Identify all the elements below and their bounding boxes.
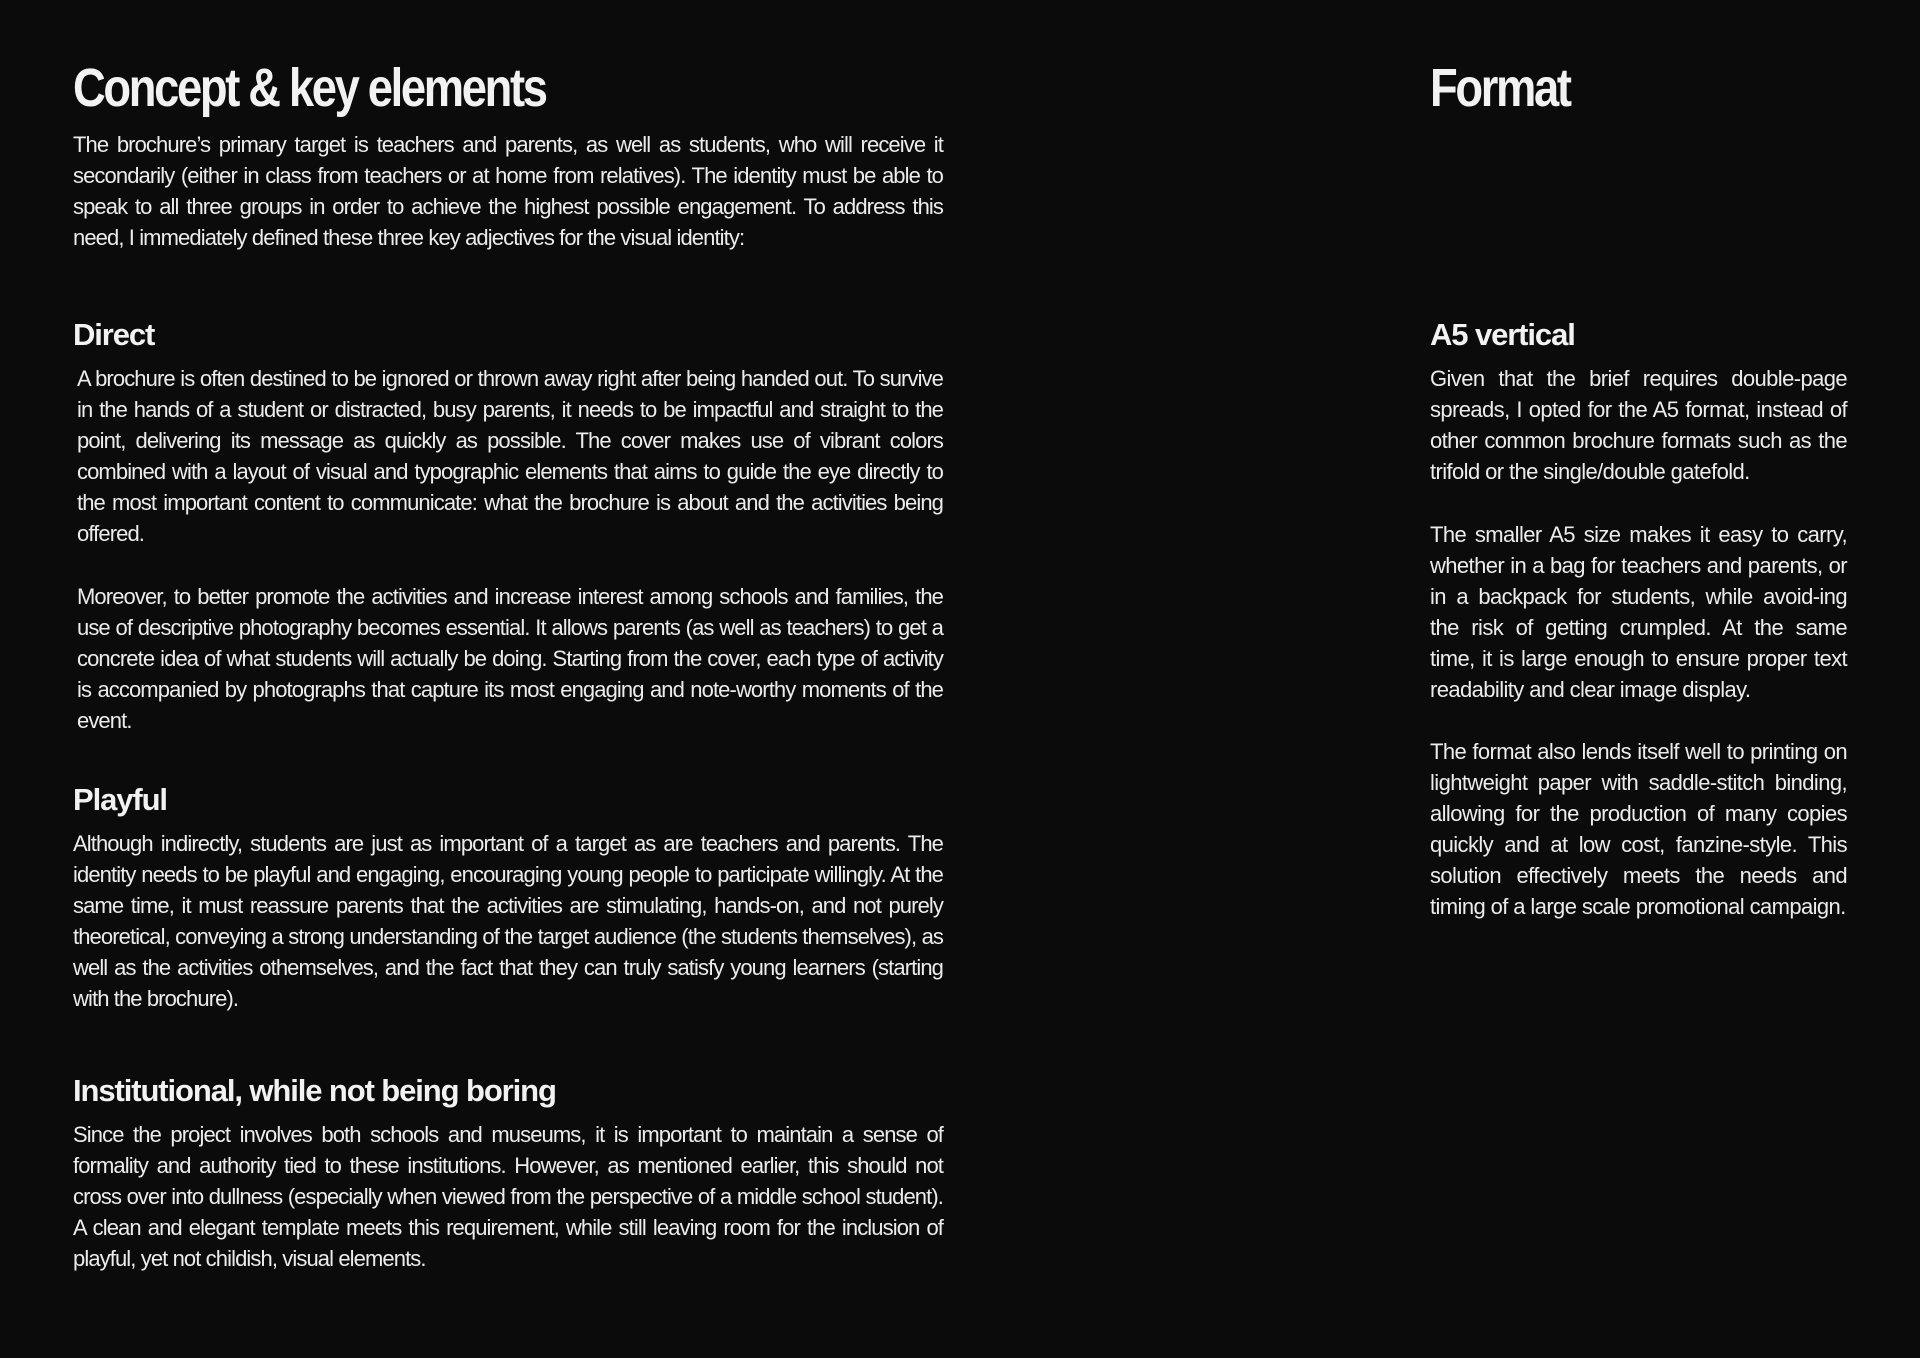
concept-title: Concept & key elements (73, 58, 546, 118)
direct-paragraph-1: A brochure is often destined to be ignored or thrown away right after being handed out. To survive in the hands of a student or distracted, busy parents, it needs to be impactful and straight to the point, delivering its message as quickly as possible. The cover makes use of vibrant colors combined with a layout of visual and typographic elements that aims to guide the eye directly to the most important content to communicate: what the brochure is about and the activities being offered. (77, 366, 943, 546)
a5-vertical-heading: A5 vertical (1430, 317, 1575, 352)
a5-paragraph-3: The format also lends itself well to printing on lightweight paper with saddle-stitch binding, allowing for the production of many copies quickly and at low cost, fanzine-style. This solution effectively meets the needs and timing of a large scale promotional campaign. (1430, 739, 1847, 919)
a5-paragraph-1: Given that the brief requires double-page spreads, I opted for the A5 format, instead of other common brochure formats such as the trifold or the single/double gatefold. (1430, 366, 1847, 484)
a5-paragraph-2: The smaller A5 size makes it easy to carry, whether in a bag for teachers and parents, or in a backpack for students, while avoid-ing the risk of getting crumpled. At the same time, it is large enough to ensure proper text readability and clear image display. (1430, 522, 1847, 702)
direct-heading: Direct (73, 317, 155, 352)
direct-paragraph-2: Moreover, to better promote the activities and increase interest among schools and families, the use of descriptive photography becomes essential. It allows parents (as well as teachers) to get a concrete idea of what students will actually be doing. Starting from the cover, each type of activity is accompanied by photographs that capture its most engaging and note-worthy moments of the event. (77, 584, 943, 733)
playful-heading: Playful (73, 782, 167, 817)
institutional-paragraph: Since the project involves both schools and museums, it is important to maintain a sense of formality and authority tied to these institutions. However, as mentioned earlier, this should not cross over into dullness (especially when viewed from the perspective of a middle school student). A clean and elegant template meets this requirement, while still leaving room for the inclusion of playful, yet not childish, visual elements. (73, 1122, 943, 1271)
concept-intro: The brochure’s primary target is teachers and parents, as well as students, who will receive it secondarily (either in class from teachers or at home from relatives). The identity must be able to speak to all three groups in order to achieve the highest possible engagement. To address this need, I immediately defined these three key adjectives for the visual identity: (73, 132, 943, 250)
format-title: Format (1430, 58, 1570, 118)
playful-paragraph: Although indirectly, students are just as important of a target as are teachers and parents. The identity needs to be playful and engaging, encouraging young people to participate willingly. At the same time, it must reassure parents that the activities are stimulating, hands-on, and not purely theoretical, conveying a strong understanding of the target audience (the students themselves), as well as the activities othemselves, and the fact that they can truly satisfy young learners (starting with the brochure). (73, 831, 943, 1011)
institutional-heading: Institutional, while not being boring (73, 1073, 556, 1108)
